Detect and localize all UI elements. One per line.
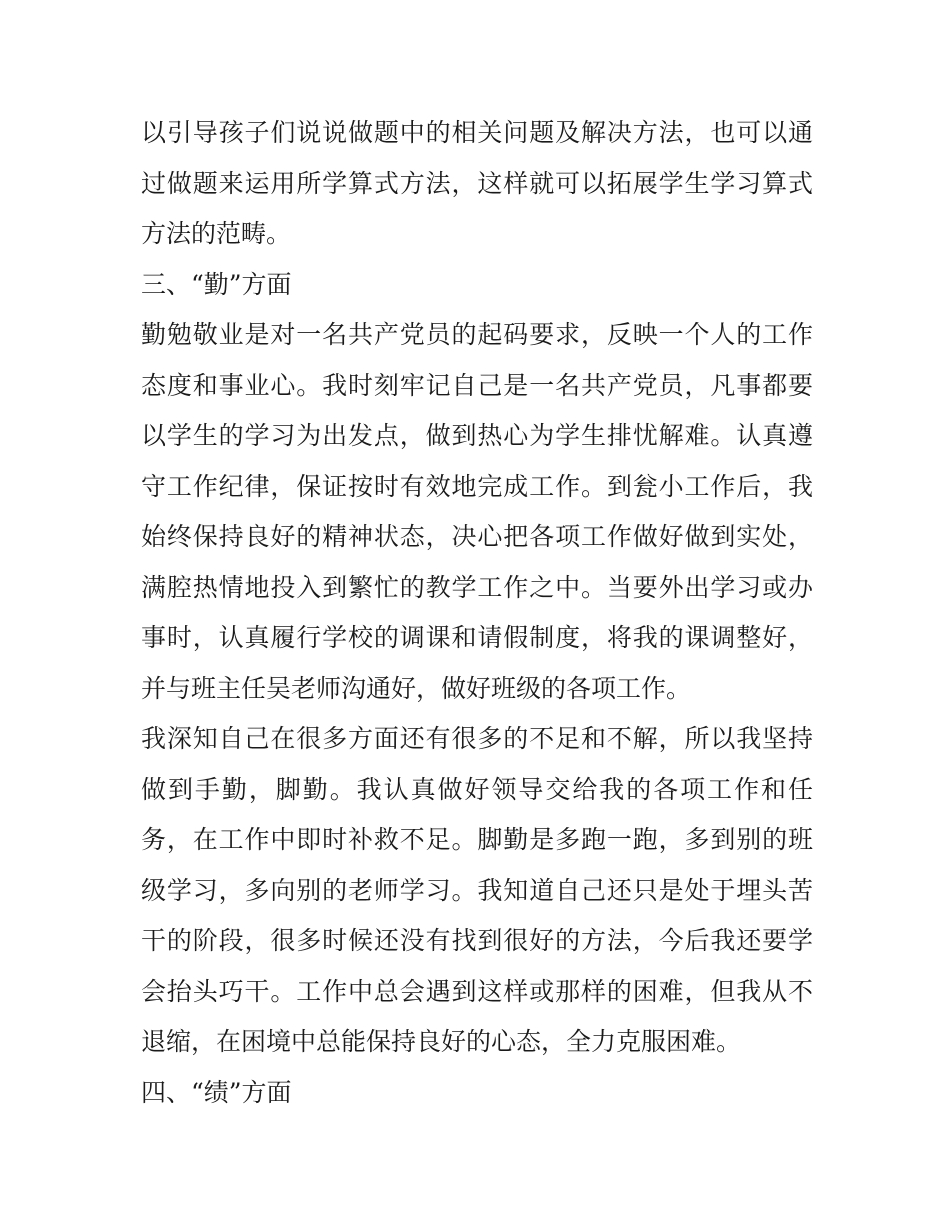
paragraph-diligence-1: 勤勉敬业是对一名共产党员的起码要求，反映一个人的工作态度和事业心。我时刻牢记自己是一名共产党员，凡事都要以学生的学习为出发点，做到热心为学生排忧解难。认真遵守工作纪律，保证按时有效地完成工作。到瓮小工作后，我始终保持良好的精神状态，决心把各项工作做好做到实处，满腔热情地投入到繁忙的教学工作之中。当要外出学习或办事时，认真履行学校的调课和请假制度，将我的课调整好，并与班主任吴老师沟通好，做好班级的各项工作。 [141, 320, 813, 703]
section-heading-achievement: 四、“绩”方面 [141, 1077, 292, 1107]
document-body [141, 108, 813, 1118]
section-heading-diligence: 三、“勤”方面 [141, 269, 292, 299]
paragraph-continuation: 以引导孩子们说说做题中的相关问题及解决方法，也可以通过做题来运用所学算式方法，这样就可以拓展学生学习算式方法的范畴。 [141, 118, 813, 248]
paragraph-diligence-2: 我深知自己在很多方面还有很多的不足和不解，所以我坚持做到手勤，脚勤。我认真做好领导交给我的各项工作和任务，在工作中即时补救不足。脚勤是多跑一跑，多到别的班级学习，多向别的老师学习。我知道自己还只是处于埋头苦干的阶段，很多时候还没有找到很好的方法，今后我还要学会抬头巧干。工作中总会遇到这样或那样的困难，但我从不退缩，在困境中总能保持良好的心态，全力克服困难。 [141, 724, 813, 1056]
